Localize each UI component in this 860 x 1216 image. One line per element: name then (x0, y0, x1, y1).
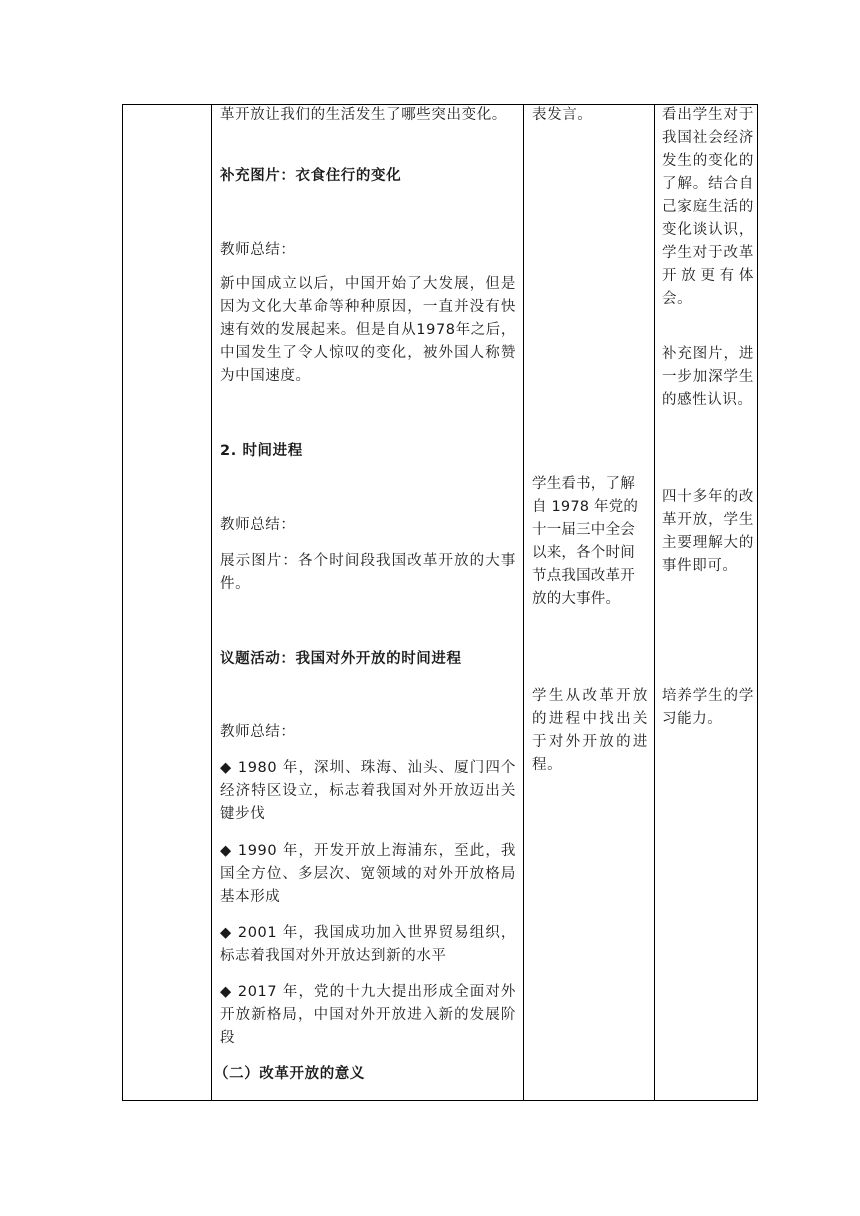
intro-question: 革开放让我们的生活发生了哪些突出变化。 (220, 107, 507, 123)
activity-heading: 议题活动：我国对外开放的时间进程 (220, 651, 462, 667)
intent-forty-years-text: 四十多年的改革开放，学生主要理解大的事件即可。 (662, 489, 754, 574)
student-read-text: 学生看书，了解自 1978 年党的十一届三中全会以来，各个时间节点我国改革开放的大事件。 (532, 476, 639, 607)
intent-supplement-text: 补充图片，进一步加深学生的感性认识。 (662, 346, 754, 408)
stage-column-cell (123, 105, 211, 1100)
supplement-heading: 补充图片：衣食住行的变化 (220, 168, 402, 184)
intent-understanding-text: 看出学生对于我国社会经济发生的变化的了解。结合自己家庭生活的变化谈认识，学生对于改革开放更有体会。 (662, 107, 754, 307)
teacher-summary-label: 教师总结： (220, 724, 296, 740)
table-bottom-border (122, 1100, 758, 1101)
milestone-item: ◆ 1990 年，开发开放上海浦东，至此，我国全方位、多层次、宽领域的对外开放格局基本形成 (220, 843, 516, 905)
section-heading-time-process: 2. 时间进程 (220, 443, 303, 459)
teacher-summary-label: 教师总结： (220, 242, 296, 258)
table-right-border (757, 104, 758, 1101)
column-divider-3 (654, 104, 655, 1101)
column-divider-1 (211, 104, 212, 1101)
section-heading-significance: （二）改革开放的意义 (214, 1066, 365, 1082)
milestone-item: ◆ 2001 年，我国成功加入世界贸易组织，标志着我国对外开放达到新的水平 (220, 925, 516, 964)
student-find-text: 学生从改革开放的进程中找出关于对外开放的进程。 (532, 688, 648, 773)
teacher-summary-label: 教师总结： (220, 517, 296, 533)
column-divider-2 (523, 104, 524, 1101)
summary-paragraph: 新中国成立以后，中国开始了大发展，但是因为文化大革命等种种原因，一直并没有快速有效的发展起来。但是自从1978年之后，中国发生了令人惊叹的变化，被外国人称赞为中国速度。 (220, 276, 516, 384)
intent-cultivate-text: 培养学生的学习能力。 (662, 688, 754, 727)
milestone-item: ◆ 1980 年，深圳、珠海、汕头、厦门四个经济特区设立，标志着我国对外开放迈出关键步伐 (220, 760, 516, 822)
show-images-text: 展示图片：各个时间段我国改革开放的大事件。 (220, 553, 516, 592)
student-speak-text: 表发言。 (532, 107, 593, 123)
milestone-item: ◆ 2017 年，党的十九大提出形成全面对外开放新格局，中国对外开放进入新的发展阶段 (220, 984, 516, 1046)
